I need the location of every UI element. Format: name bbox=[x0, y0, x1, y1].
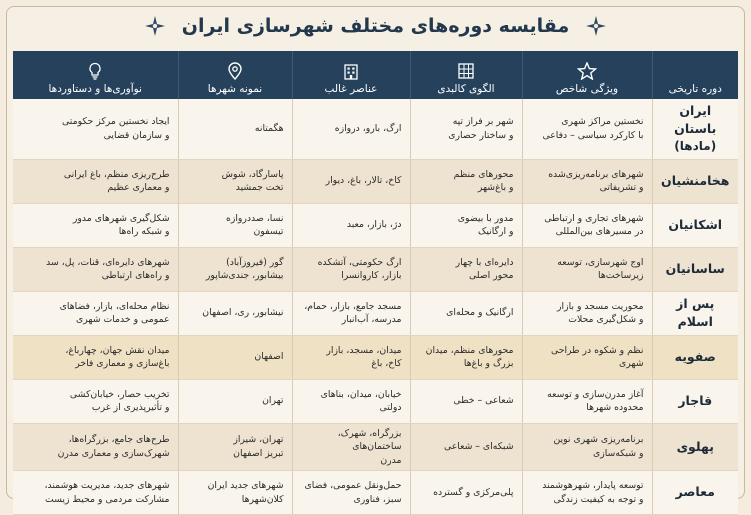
period-cell bbox=[652, 423, 738, 470]
grid-plan-icon bbox=[456, 62, 476, 80]
examples-line: تیسفون bbox=[253, 226, 284, 238]
examples-line: تبریز اصفهان bbox=[233, 447, 284, 459]
features-cell bbox=[522, 471, 652, 515]
examples-line: اصفهان bbox=[254, 351, 284, 363]
elements-line: بازار، کاروانسرا bbox=[341, 270, 402, 282]
elements-line: ارگ حکومتی، آتشکده bbox=[317, 256, 402, 268]
pattern-line: محورهای منظم bbox=[453, 168, 514, 180]
features-cell bbox=[522, 379, 652, 423]
pattern-cell bbox=[410, 159, 522, 203]
examples-cell bbox=[178, 471, 292, 515]
elements-cell bbox=[292, 471, 410, 515]
header-examples bbox=[178, 51, 292, 99]
innovations-line: مشارکت مردمی و محیط زیست bbox=[44, 493, 170, 505]
features-line: و توجه به کیفیت زندگی bbox=[553, 493, 644, 505]
period-name: ایران باستان bbox=[674, 103, 717, 137]
elements-line: ارگ، بارو، دروازه bbox=[334, 123, 402, 135]
pattern-line: پلی‌مرکزی و گسترده bbox=[433, 486, 514, 498]
pattern-line: دایره‌ای با چهار bbox=[455, 256, 514, 268]
elements-cell bbox=[292, 99, 410, 159]
header-features bbox=[522, 51, 652, 99]
examples-line: پاسارگاد، شوش bbox=[221, 168, 284, 180]
features-line: شهری bbox=[619, 358, 644, 370]
pattern-cell bbox=[410, 247, 522, 291]
table-row bbox=[13, 99, 738, 159]
header-elements-label: عناصر غالب bbox=[324, 83, 378, 95]
pattern-line: ارگانیک و محله‌ای bbox=[446, 307, 514, 319]
features-line: زیرساخت‌ها bbox=[598, 270, 644, 282]
innovations-line: طرح‌ریزی منظم، باغ ایرانی bbox=[63, 168, 170, 180]
period-name: اشکانیان bbox=[668, 217, 723, 233]
features-line: در مسیرهای بین‌المللی bbox=[555, 226, 644, 238]
elements-line: میدان، مسجد، بازار bbox=[326, 344, 402, 356]
pattern-line: محور اصلی bbox=[468, 270, 514, 282]
elements-line: سبز، فناوری bbox=[353, 493, 402, 505]
table-row bbox=[13, 159, 738, 203]
page-title: مقایسه دوره‌های مختلف شهرسازی ایران bbox=[181, 15, 570, 37]
period-name: معاصر bbox=[675, 484, 715, 500]
examples-line: تهران bbox=[262, 395, 284, 407]
examples-cell bbox=[178, 335, 292, 379]
header-elements bbox=[292, 51, 410, 99]
pattern-line: و ساختار حصاری bbox=[448, 129, 514, 141]
innovations-cell bbox=[13, 379, 178, 423]
pattern-cell bbox=[410, 99, 522, 159]
lightbulb-icon bbox=[85, 62, 105, 80]
examples-line: تخت جمشید bbox=[235, 182, 284, 194]
pattern-line: مدور با بیضوی bbox=[457, 212, 514, 224]
elements-line: مدرسه، آب‌انبار bbox=[341, 314, 402, 326]
innovations-line: باغ‌سازی و معماری فاخر bbox=[75, 358, 170, 370]
table-row bbox=[13, 471, 738, 515]
elements-cell bbox=[292, 203, 410, 247]
examples-cell bbox=[178, 291, 292, 335]
header-period bbox=[652, 51, 738, 99]
innovations-cell bbox=[13, 203, 178, 247]
features-line: نخستین مراکز شهری bbox=[561, 116, 644, 128]
pattern-line: شهر بر فراز تپه bbox=[452, 116, 514, 128]
table-row bbox=[13, 203, 738, 247]
period-name: صفویه bbox=[674, 349, 716, 365]
period-cell bbox=[652, 335, 738, 379]
features-cell bbox=[522, 159, 652, 203]
map-pin-icon bbox=[225, 62, 245, 80]
period-cell bbox=[652, 379, 738, 423]
elements-cell bbox=[292, 291, 410, 335]
elements-line: دولتی bbox=[379, 402, 402, 414]
features-line: نظم و شکوه در طراحی bbox=[550, 344, 644, 356]
comparison-table bbox=[13, 51, 738, 515]
examples-cell bbox=[178, 99, 292, 159]
header-pattern bbox=[410, 51, 522, 99]
examples-line: بیشابور، جندی‌شاپور bbox=[205, 270, 284, 282]
innovations-line: طرح‌های جامع، بزرگراه‌ها، bbox=[68, 434, 170, 446]
features-cell bbox=[522, 423, 652, 470]
innovations-line: ایجاد نخستین مرکز حکومتی bbox=[62, 116, 170, 128]
period-name: پهلوی bbox=[676, 438, 714, 454]
features-line: آغاز مدرن‌سازی و توسعه bbox=[547, 388, 644, 400]
elements-line: مسجد جامع، بازار، حمام، bbox=[304, 300, 402, 312]
examples-cell bbox=[178, 423, 292, 470]
period-name: ساسانیان bbox=[665, 261, 725, 277]
innovations-cell bbox=[13, 291, 178, 335]
table-row bbox=[13, 335, 738, 379]
ornament-icon bbox=[144, 15, 166, 37]
examples-line: گور (فیروزآباد) bbox=[226, 256, 284, 268]
features-line: توسعه پایدار، شهرهوشمند bbox=[542, 480, 644, 492]
elements-line: دژ، بازار، معبد bbox=[346, 219, 402, 231]
innovations-line: شهرهای جدید، مدیریت هوشمند، bbox=[44, 480, 170, 492]
examples-cell bbox=[178, 203, 292, 247]
pattern-line: شبکه‌ای – شعاعی bbox=[443, 441, 514, 453]
innovations-line: عمومی و خدمات شهری bbox=[76, 314, 170, 326]
examples-line: هگمتانه bbox=[254, 123, 284, 135]
innovations-cell bbox=[13, 247, 178, 291]
examples-cell bbox=[178, 379, 292, 423]
ornament-icon bbox=[585, 15, 607, 37]
examples-line: کلان‌شهرها bbox=[241, 493, 284, 505]
pattern-line: و باغ‌شهر bbox=[477, 182, 514, 194]
elements-cell bbox=[292, 247, 410, 291]
period-cell bbox=[652, 471, 738, 515]
period-cell bbox=[652, 291, 738, 335]
header-examples-label: نمونه شهرها bbox=[207, 83, 263, 95]
innovations-line: و راه‌های ارتباطی bbox=[101, 270, 170, 282]
innovations-line: و معماری عظیم bbox=[107, 182, 170, 194]
title-bar bbox=[0, 6, 751, 46]
elements-line: کاخ، باغ bbox=[371, 358, 402, 370]
header-innovations bbox=[13, 51, 178, 99]
innovations-line: شهرهای دایره‌ای، قنات، پل، سد bbox=[46, 256, 170, 268]
pattern-cell bbox=[410, 291, 522, 335]
examples-cell bbox=[178, 159, 292, 203]
header-pattern-label: الگوی کالبدی bbox=[437, 83, 495, 95]
elements-line: خیابان، میدان، بناهای bbox=[320, 388, 402, 400]
pattern-cell bbox=[410, 203, 522, 247]
elements-cell bbox=[292, 423, 410, 470]
elements-line: حمل‌ونقل عمومی، فضای bbox=[304, 480, 402, 492]
features-line: با کارکرد سیاسی – دفاعی bbox=[542, 129, 644, 141]
table-row bbox=[13, 247, 738, 291]
features-line: محدوده شهرها bbox=[586, 402, 644, 414]
features-line: اوج شهرسازی، توسعه bbox=[557, 256, 644, 268]
star-icon bbox=[577, 62, 597, 80]
elements-cell bbox=[292, 335, 410, 379]
features-line: و شکل‌گیری محلات bbox=[568, 314, 644, 326]
elements-cell bbox=[292, 159, 410, 203]
pattern-cell bbox=[410, 471, 522, 515]
features-line: و تشریفاتی bbox=[599, 182, 644, 194]
features-line: محوریت مسجد و بازار bbox=[557, 300, 644, 312]
features-line: شهرهای برنامه‌ریزی‌شده bbox=[548, 168, 644, 180]
features-line: شهرهای تجاری و ارتباطی bbox=[544, 212, 644, 224]
innovations-line: شکل‌گیری شهرهای مدور bbox=[72, 212, 170, 224]
innovations-cell bbox=[13, 159, 178, 203]
header-innovations-label: نوآوری‌ها و دستاوردها bbox=[48, 83, 142, 95]
elements-line: بزرگراه، شهرک، ساختمان‌های bbox=[337, 427, 402, 453]
examples-line: تهران، شیراز bbox=[233, 434, 284, 446]
table-header-row bbox=[13, 51, 738, 99]
table-row bbox=[13, 291, 738, 335]
innovations-line: و سازمان قضایی bbox=[103, 129, 170, 141]
features-cell bbox=[522, 291, 652, 335]
innovations-cell bbox=[13, 99, 178, 159]
period-cell bbox=[652, 247, 738, 291]
innovations-cell bbox=[13, 423, 178, 470]
elements-line: کاخ، تالار، باغ، دیوار bbox=[325, 175, 402, 187]
period-cell bbox=[652, 203, 738, 247]
examples-line: نیشابور، ری، اصفهان bbox=[202, 307, 284, 319]
features-line: و شبکه‌سازی bbox=[592, 447, 644, 459]
period-cell bbox=[652, 159, 738, 203]
header-period-label: دوره تاریخی bbox=[668, 83, 722, 95]
innovations-cell bbox=[13, 335, 178, 379]
examples-line: شهرهای جدید ایران bbox=[207, 480, 284, 492]
pattern-line: بزرگ و باغ‌ها bbox=[463, 358, 514, 370]
pattern-line: و ارگانیک bbox=[478, 226, 514, 238]
innovations-line: میدان نقش جهان، چهارباغ، bbox=[65, 344, 170, 356]
period-name: قاجار bbox=[678, 393, 713, 409]
table-row bbox=[13, 423, 738, 470]
period-cell bbox=[652, 99, 738, 159]
building-icon bbox=[341, 62, 361, 80]
innovations-line: تخریب حصار، خیابان‌کشی bbox=[69, 388, 170, 400]
elements-line: مدرن bbox=[380, 454, 402, 466]
innovations-line: نظام محله‌ای، بازار، فضاهای bbox=[59, 300, 170, 312]
pattern-line: محورهای منظم، میدان bbox=[425, 344, 514, 356]
features-cell bbox=[522, 203, 652, 247]
innovations-line: و تأثیرپذیری از غرب bbox=[91, 402, 170, 414]
elements-cell bbox=[292, 379, 410, 423]
features-line: برنامه‌ریزی شهری نوین bbox=[553, 434, 644, 446]
header-features-label: ویژگی شاخص bbox=[555, 83, 619, 95]
innovations-line: و شبکه راه‌ها bbox=[118, 226, 170, 238]
features-cell bbox=[522, 335, 652, 379]
examples-cell bbox=[178, 247, 292, 291]
period-subname: (مادها) bbox=[674, 139, 717, 154]
pattern-line: شعاعی – خطی bbox=[453, 395, 514, 407]
innovations-cell bbox=[13, 471, 178, 515]
pattern-cell bbox=[410, 423, 522, 470]
period-name: هخامنشیان bbox=[661, 173, 730, 189]
pattern-cell bbox=[410, 379, 522, 423]
table-row bbox=[13, 379, 738, 423]
features-cell bbox=[522, 247, 652, 291]
features-cell bbox=[522, 99, 652, 159]
pattern-cell bbox=[410, 335, 522, 379]
innovations-line: شهرک‌سازی و معماری مدرن bbox=[57, 447, 170, 459]
period-name: پس از اسلام bbox=[676, 296, 715, 330]
examples-line: نسا، صددروازه bbox=[225, 212, 284, 224]
